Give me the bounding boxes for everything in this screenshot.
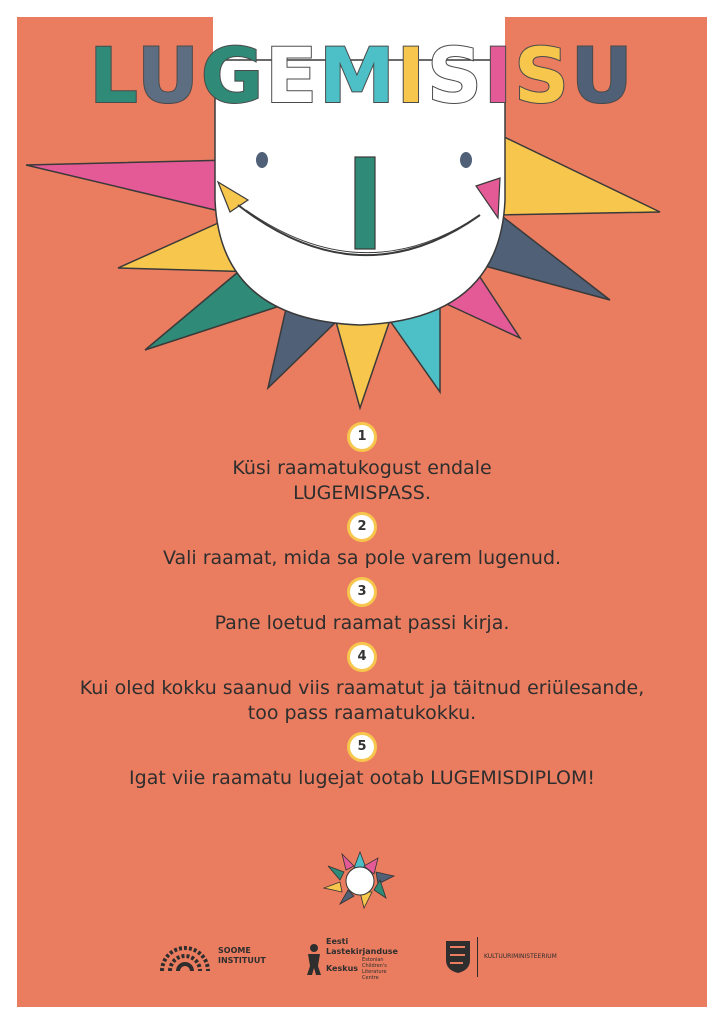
step-1 xyxy=(17,420,707,506)
eesti-lastekirjanduse-keskus-logo xyxy=(305,937,398,981)
soome-label-2: INSTITUUT xyxy=(218,956,266,965)
sun-ray xyxy=(26,160,236,215)
step-number-badge: 1 xyxy=(347,422,377,452)
title-letter: U xyxy=(570,31,635,120)
step-text: Pane loetud raamat passi kirja. xyxy=(214,612,510,634)
reader-figure-icon xyxy=(305,942,323,976)
title-letter: S xyxy=(427,31,484,120)
title-letter: U xyxy=(137,31,201,120)
soome-instituut-logo xyxy=(160,939,266,973)
step-text: LUGEMISPASS. xyxy=(293,482,431,504)
small-sun-icon xyxy=(320,848,400,912)
step-number-badge: 5 xyxy=(347,732,377,762)
title-letter: L xyxy=(89,31,138,120)
title-letter: I xyxy=(396,31,428,120)
step-number-badge: 2 xyxy=(347,512,377,542)
title-letter: E xyxy=(265,31,320,120)
sun-eye-right xyxy=(460,152,472,168)
footer-logos xyxy=(17,935,707,985)
step-text: too pass raamatukokku. xyxy=(247,702,477,724)
soome-instituut-emblem xyxy=(160,939,210,973)
title-letter: M xyxy=(319,31,397,120)
poster-title xyxy=(0,31,724,120)
elk-subtitle: Estonian Children's Literature Centre xyxy=(362,957,387,981)
steps-list xyxy=(17,420,707,795)
step-text: Küsi raamatukogust endale xyxy=(232,457,492,479)
ministry-label: KULTUURIMINISTEERIUM xyxy=(484,953,557,960)
step-text: Kui oled kokku saanud viis raamatut ja täitnud eriülesande, xyxy=(79,677,645,699)
elk-label-2: Lastekirjanduse xyxy=(326,947,398,956)
title-letter: I xyxy=(483,31,515,120)
step-text: Igat viie raamatu lugejat ootab LUGEMISDIPLOM! xyxy=(129,767,595,789)
step-4 xyxy=(17,640,707,726)
step-number-badge: 4 xyxy=(347,642,377,672)
coat-of-arms-icon xyxy=(445,940,471,974)
soome-label-1: SOOME xyxy=(218,946,251,955)
kultuuriministeerium-logo xyxy=(445,937,557,977)
sun-nose xyxy=(355,157,375,249)
sun-ray xyxy=(335,318,390,408)
step-3 xyxy=(17,575,707,636)
elk-label-1: Eesti xyxy=(326,937,349,946)
step-5 xyxy=(17,730,707,791)
step-2 xyxy=(17,510,707,571)
sun-ray xyxy=(494,135,660,215)
step-number-badge: 3 xyxy=(347,577,377,607)
elk-label-3: Keskus xyxy=(326,964,359,973)
title-letter: S xyxy=(514,31,571,120)
sun-eye-left xyxy=(256,152,268,168)
step-text: Vali raamat, mida sa pole varem lugenud. xyxy=(162,547,562,569)
title-letter: G xyxy=(200,31,266,120)
